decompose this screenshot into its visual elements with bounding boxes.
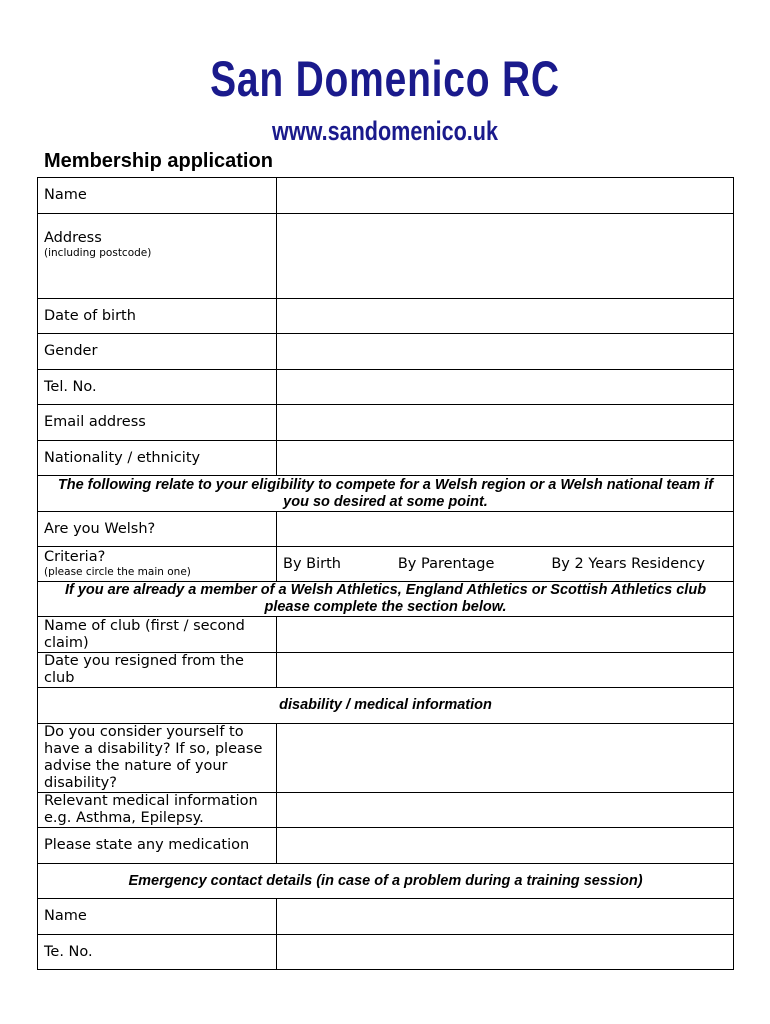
emergency-tel-label: Te. No. <box>38 935 277 970</box>
membership-form-table <box>37 177 734 970</box>
criteria-option-parentage[interactable]: By Parentage <box>397 555 495 572</box>
date-resigned-field[interactable] <box>277 653 734 688</box>
gender-label: Gender <box>38 334 277 370</box>
criteria-label <box>38 547 277 582</box>
form-title: Membership application <box>44 150 273 172</box>
gender-field[interactable] <box>277 334 734 370</box>
address-field[interactable] <box>277 214 734 299</box>
tel-field[interactable] <box>277 370 734 405</box>
disability-field[interactable] <box>277 724 734 793</box>
eligibility-note: The following relate to your eligibility to compete for a Welsh region or a Welsh national team if you so desired at some point. <box>38 476 734 512</box>
medical-heading: disability / medical information <box>38 688 734 724</box>
name-field[interactable] <box>277 178 734 214</box>
criteria-option-birth[interactable]: By Birth <box>283 555 341 572</box>
emergency-name-label: Name <box>38 899 277 935</box>
are-you-welsh-label: Are you Welsh? <box>38 512 277 547</box>
club-note: If you are already a member of a Welsh Athletics, England Athletics or Scottish Athletics club please complete the section below. <box>38 582 734 617</box>
nationality-field[interactable] <box>277 441 734 476</box>
address-hint: (including postcode) <box>44 247 152 259</box>
criteria-hint: (please circle the main one) <box>44 566 191 578</box>
club-website: www.sandomenico.uk <box>271 116 499 146</box>
club-name: San Domenico RC <box>210 51 560 107</box>
disability-label: Do you consider yourself to have a disability? If so, please advise the nature of your disability? <box>38 724 277 793</box>
dob-field[interactable] <box>277 299 734 334</box>
name-of-club-label: Name of club (first / second claim) <box>38 617 277 653</box>
email-field[interactable] <box>277 405 734 441</box>
nationality-label: Nationality / ethnicity <box>38 441 277 476</box>
date-resigned-label: Date you resigned from the club <box>38 653 277 688</box>
address-label <box>38 214 277 299</box>
email-label: Email address <box>38 405 277 441</box>
address-label-text: Address <box>44 230 102 246</box>
medication-field[interactable] <box>277 828 734 864</box>
emergency-tel-field[interactable] <box>277 935 734 970</box>
dob-label: Date of birth <box>38 299 277 334</box>
medical-info-label: Relevant medical information e.g. Asthma, Epilepsy. <box>38 793 277 828</box>
criteria-label-text: Criteria? <box>44 549 106 565</box>
name-label: Name <box>38 178 277 214</box>
emergency-heading: Emergency contact details (in case of a problem during a training session) <box>38 864 734 899</box>
name-of-club-field[interactable] <box>277 617 734 653</box>
are-you-welsh-field[interactable] <box>277 512 734 547</box>
criteria-option-residency[interactable]: By 2 Years Residency <box>551 555 705 572</box>
medical-info-field[interactable] <box>277 793 734 828</box>
criteria-options <box>277 547 734 582</box>
emergency-name-field[interactable] <box>277 899 734 935</box>
tel-label: Tel. No. <box>38 370 277 405</box>
medication-label: Please state any medication <box>38 828 277 864</box>
